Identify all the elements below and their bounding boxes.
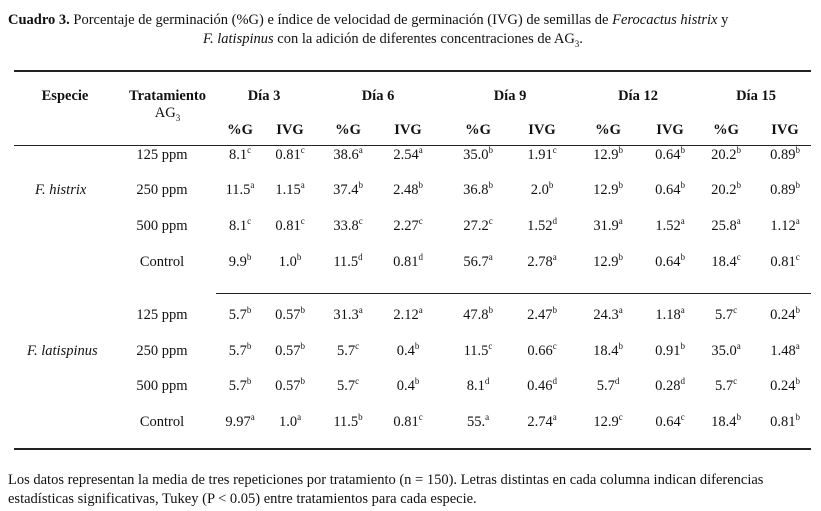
table-cell (318, 343, 378, 360)
table-cell (318, 378, 378, 395)
cell-significance-letter: b (680, 145, 685, 155)
cell-value: 0.81 (393, 254, 419, 270)
table-cell (696, 254, 756, 271)
cell-value: 0.81 (770, 414, 796, 430)
cell-significance-letter: d (614, 376, 620, 386)
cell-significance-letter: a (680, 216, 685, 226)
header-ivg: IVG (276, 122, 304, 138)
cell-significance-letter: c (733, 376, 738, 386)
table-cell (696, 307, 756, 324)
table-cell (378, 182, 438, 199)
cell-value: 1.48 (770, 343, 796, 359)
cell-significance-letter: b (736, 145, 741, 155)
table-cell (318, 182, 378, 199)
cell-value: 0.24 (770, 378, 796, 394)
cell-significance-letter: a (680, 305, 685, 315)
cell-value: 1.0 (278, 254, 297, 270)
species-label: F. latispinus (27, 343, 98, 359)
treatment-label: 250 ppm (136, 182, 188, 198)
table-cell (448, 254, 508, 271)
cell-significance-letter: b (618, 180, 623, 190)
caption-end: . (579, 31, 583, 47)
table-cell (578, 378, 638, 395)
table-cell (378, 218, 438, 235)
cell-value: 9.97 (225, 414, 251, 430)
cell-value: 24.3 (593, 307, 619, 323)
treatment-label: Control (139, 254, 185, 270)
table-cell (696, 378, 756, 395)
cell-value: 2.74 (527, 414, 553, 430)
cell-significance-letter: a (618, 305, 623, 315)
table-cell (260, 218, 320, 235)
caption-text-middle: y (717, 12, 729, 28)
cell-significance-letter: b (488, 305, 493, 315)
cell-significance-letter: c (552, 145, 557, 155)
treatment-label: 500 ppm (136, 218, 188, 234)
cell-significance-letter: b (300, 376, 305, 386)
cell-value: 5.7 (228, 343, 247, 359)
cell-value: 11.5 (463, 343, 489, 359)
cell-significance-letter: d (552, 216, 557, 226)
cell-value: 0.64 (655, 414, 681, 430)
header-treatment-line1: Tratamiento (128, 88, 207, 104)
cell-value: 1.52 (655, 218, 681, 234)
cell-value: 9.9 (228, 254, 247, 270)
table-caption (8, 11, 808, 54)
cell-value: 11.5 (333, 254, 359, 270)
table-cell (512, 147, 572, 164)
cell-value: 12.9 (593, 414, 619, 430)
cell-significance-letter: c (358, 216, 363, 226)
table-cell (260, 307, 320, 324)
table-cell (640, 147, 700, 164)
cell-significance-letter: c (418, 412, 423, 422)
table-header-rule (14, 145, 811, 146)
table-cell (448, 378, 508, 395)
cell-value: 0.66 (527, 343, 553, 359)
cell-significance-letter: a (418, 145, 423, 155)
cell-significance-letter: c (618, 412, 623, 422)
cell-value: 0.57 (275, 343, 301, 359)
cell-significance-letter: c (680, 412, 685, 422)
cell-value: 0.64 (655, 147, 681, 163)
cell-value: 1.12 (770, 218, 796, 234)
cell-significance-letter: a (300, 180, 305, 190)
cell-significance-letter: b (552, 305, 557, 315)
table-cell (512, 218, 572, 235)
table-cell (378, 307, 438, 324)
cell-significance-letter: b (548, 180, 554, 190)
treatment-label: 500 ppm (136, 378, 188, 394)
cell-significance-letter: c (247, 145, 252, 155)
cell-significance-letter: a (358, 145, 363, 155)
header-percent-g: %G (595, 122, 621, 138)
header-species: Especie (41, 88, 89, 104)
table-cell (448, 414, 508, 431)
table-cell (755, 343, 815, 360)
treatment-label: 125 ppm (136, 147, 188, 163)
cell-value: 20.2 (711, 147, 737, 163)
cell-significance-letter: b (680, 341, 685, 351)
table-cell (696, 147, 756, 164)
cell-significance-letter: b (795, 305, 800, 315)
table-cell (448, 307, 508, 324)
cell-value: 0.64 (655, 182, 681, 198)
cell-value: 5.7 (714, 378, 734, 394)
caption-text: Porcentaje de germinación (%G) e índice de velocidad de germinación (IVG) de semillas de (69, 12, 613, 28)
cell-significance-letter: a (736, 341, 741, 351)
table-cell (578, 147, 638, 164)
cell-significance-letter: c (795, 252, 800, 262)
cell-significance-letter: a (485, 412, 490, 422)
table-cell (640, 218, 700, 235)
cell-significance-letter: b (246, 305, 252, 315)
cell-value: 35.0 (711, 343, 737, 359)
cell-significance-letter: a (552, 252, 557, 262)
cell-value: 1.52 (527, 218, 553, 234)
cell-significance-letter: c (300, 145, 305, 155)
cell-value: 11.5 (225, 182, 251, 198)
table-cell (512, 182, 572, 199)
header-day-4: Día 12 (618, 88, 658, 104)
cell-significance-letter: b (795, 180, 800, 190)
cell-value: 12.9 (593, 147, 619, 163)
cell-value: 55. (466, 414, 486, 430)
cell-significance-letter: b (246, 341, 252, 351)
table-cell (378, 254, 438, 271)
table-cell (640, 378, 700, 395)
cell-value: 5.7 (596, 378, 615, 394)
treatment-label: 125 ppm (136, 307, 188, 323)
cell-value: 2.0 (530, 182, 549, 198)
cell-significance-letter: c (355, 341, 360, 351)
header-percent-g: %G (465, 122, 491, 138)
cell-value: 0.57 (275, 307, 301, 323)
cell-significance-letter: b (296, 252, 302, 262)
cell-value: 18.4 (711, 254, 737, 270)
table-cell (578, 254, 638, 271)
cell-significance-letter: b (618, 145, 623, 155)
cell-value: 18.4 (711, 414, 737, 430)
cell-significance-letter: c (418, 216, 423, 226)
cell-significance-letter: d (418, 252, 423, 262)
cell-value: 2.78 (527, 254, 553, 270)
table-cell (448, 218, 508, 235)
cell-significance-letter: d (484, 376, 490, 386)
cell-value: 1.0 (278, 414, 298, 430)
header-ivg: IVG (771, 122, 799, 138)
cell-significance-letter: d (552, 376, 557, 386)
table-cell (260, 378, 320, 395)
table-cell (448, 182, 508, 199)
table-cell (696, 414, 756, 431)
cell-significance-letter: c (488, 216, 493, 226)
cell-value: 0.46 (527, 378, 553, 394)
treatment-label: Control (139, 414, 185, 430)
cell-value: 0.89 (770, 147, 796, 163)
cell-value: 5.7 (228, 307, 247, 323)
cell-value: 1.18 (655, 307, 681, 323)
cell-value: 36.8 (463, 182, 489, 198)
cell-value: 0.57 (275, 378, 301, 394)
cell-significance-letter: b (300, 341, 305, 351)
cell-value: 56.7 (463, 254, 489, 270)
cell-value: 31.9 (593, 218, 619, 234)
cell-value: 0.89 (770, 182, 796, 198)
table-cell (755, 182, 815, 199)
cell-significance-letter: c (733, 305, 738, 315)
header-percent-g: %G (335, 122, 361, 138)
table-cell (378, 378, 438, 395)
table-cell (578, 343, 638, 360)
cell-significance-letter: c (355, 376, 360, 386)
cell-value: 2.48 (393, 182, 419, 198)
table-cell (260, 182, 320, 199)
table-cell (696, 182, 756, 199)
header-treatment (120, 88, 215, 127)
cell-significance-letter: b (618, 252, 623, 262)
cell-significance-letter: a (618, 216, 623, 226)
table-bottom-rule (14, 448, 811, 450)
caption-text-after: con la adición de diferentes concentraciones de AG (273, 31, 575, 47)
table-cell (318, 414, 378, 431)
table-cell (512, 343, 572, 360)
table-cell (640, 343, 700, 360)
header-day-3: Día 9 (493, 88, 527, 104)
table-cell (578, 307, 638, 324)
caption-subscript: 3 (574, 38, 580, 49)
header-percent-g: %G (227, 122, 253, 138)
table-cell (578, 182, 638, 199)
table-cell (378, 414, 438, 431)
cell-significance-letter: b (680, 180, 685, 190)
cell-significance-letter: a (795, 216, 800, 226)
table-cell (378, 343, 438, 360)
cell-value: 35.0 (463, 147, 489, 163)
cell-significance-letter: b (246, 376, 252, 386)
header-ivg: IVG (394, 122, 422, 138)
cell-significance-letter: b (358, 412, 363, 422)
cell-value: 0.64 (655, 254, 681, 270)
cell-value: 12.9 (593, 182, 619, 198)
table-cell (318, 307, 378, 324)
cell-significance-letter: b (618, 341, 623, 351)
cell-value: 0.81 (275, 147, 301, 163)
cell-significance-letter: a (488, 252, 493, 262)
header-day-1: Día 3 (247, 88, 281, 104)
cell-value: 1.15 (275, 182, 301, 198)
cell-significance-letter: b (795, 145, 800, 155)
cell-significance-letter: b (795, 412, 800, 422)
header-ivg: IVG (656, 122, 684, 138)
table-cell (512, 378, 572, 395)
table-cell (755, 218, 815, 235)
caption-label: Cuadro 3. (8, 12, 70, 28)
cell-significance-letter: b (795, 376, 800, 386)
cell-significance-letter: b (680, 252, 685, 262)
table-cell (640, 307, 700, 324)
cell-significance-letter: a (250, 180, 255, 190)
cell-significance-letter: b (418, 180, 423, 190)
table-cell (512, 254, 572, 271)
cell-significance-letter: a (358, 305, 363, 315)
table-cell (448, 343, 508, 360)
cell-value: 0.81 (393, 414, 419, 430)
cell-value: 5.7 (714, 307, 734, 323)
table-cell (755, 147, 815, 164)
treatment-label: 250 ppm (136, 343, 188, 359)
table-cell (696, 218, 756, 235)
cell-value: 5.7 (228, 378, 247, 394)
cell-significance-letter: b (414, 376, 420, 386)
header-day-2: Día 6 (361, 88, 395, 104)
cell-significance-letter: c (247, 216, 252, 226)
cell-significance-letter: c (736, 252, 741, 262)
table-cell (578, 218, 638, 235)
cell-value: 0.91 (655, 343, 681, 359)
table-cell (512, 414, 572, 431)
header-day-5: Día 15 (736, 88, 776, 104)
table-cell (260, 147, 320, 164)
table-cell (640, 414, 700, 431)
cell-significance-letter: c (300, 216, 305, 226)
cell-value: 47.8 (463, 307, 489, 323)
cell-significance-letter: b (414, 341, 420, 351)
cell-value: 8.1 (228, 218, 248, 234)
cell-significance-letter: b (736, 412, 741, 422)
caption-species2: F. latispinus (203, 31, 274, 47)
cell-significance-letter: a (418, 305, 423, 315)
table-cell (640, 182, 700, 199)
cell-value: 0.4 (396, 343, 415, 359)
cell-value: 33.8 (333, 218, 359, 234)
table-cell (260, 414, 320, 431)
table-cell (755, 307, 815, 324)
cell-significance-letter: c (552, 341, 557, 351)
cell-value: 0.4 (396, 378, 415, 394)
cell-value: 2.12 (393, 307, 419, 323)
cell-significance-letter: b (488, 145, 493, 155)
table-cell (755, 378, 815, 395)
table-cell (378, 147, 438, 164)
cell-value: 1.91 (527, 147, 553, 163)
cell-significance-letter: b (736, 180, 741, 190)
cell-value: 8.1 (466, 378, 485, 394)
table-cell (640, 254, 700, 271)
cell-significance-letter: a (552, 412, 557, 422)
table-top-rule (14, 70, 811, 72)
cell-value: 5.7 (336, 378, 356, 394)
cell-value: 37.4 (333, 182, 359, 198)
cell-value: 18.4 (593, 343, 619, 359)
cell-value: 31.3 (333, 307, 359, 323)
cell-value: 0.24 (770, 307, 796, 323)
table-cell (318, 218, 378, 235)
cell-value: 12.9 (593, 254, 619, 270)
cell-significance-letter: a (250, 412, 255, 422)
cell-significance-letter: b (358, 180, 363, 190)
cell-value: 2.47 (527, 307, 553, 323)
cell-value: 8.1 (228, 147, 248, 163)
cell-value: 0.81 (275, 218, 301, 234)
table-cell (578, 414, 638, 431)
table-cell (696, 343, 756, 360)
table-cell (260, 254, 320, 271)
table-cell (512, 307, 572, 324)
cell-value: 38.6 (333, 147, 359, 163)
table-cell (318, 147, 378, 164)
cell-significance-letter: a (297, 412, 302, 422)
group-separator-rule (216, 293, 811, 294)
caption-species1: Ferocactus histrix (612, 12, 718, 28)
cell-value: 25.8 (711, 218, 737, 234)
header-percent-g: %G (713, 122, 739, 138)
table-cell (755, 254, 815, 271)
table-cell (318, 254, 378, 271)
cell-value: 0.28 (655, 378, 681, 394)
cell-significance-letter: c (488, 341, 493, 351)
table-cell (260, 343, 320, 360)
cell-significance-letter: b (488, 180, 493, 190)
cell-significance-letter: a (736, 216, 741, 226)
species-label: F. histrix (35, 182, 87, 198)
header-ivg: IVG (528, 122, 556, 138)
cell-value: 27.2 (463, 218, 489, 234)
cell-significance-letter: b (246, 252, 252, 262)
header-treatment-line2: $AG_3$ (154, 105, 181, 123)
cell-value: 20.2 (711, 182, 737, 198)
cell-value: 0.81 (770, 254, 796, 270)
cell-value: 5.7 (336, 343, 356, 359)
cell-significance-letter: d (680, 376, 685, 386)
cell-value: 2.27 (393, 218, 419, 234)
cell-significance-letter: b (300, 305, 305, 315)
table-footnote: Los datos representan la media de tres repeticiones por tratamiento (n = 150). Letras distintas en cada columna indican diferencias estadísticas significativas, Tukey (P < 0.05) entre tratamientos para cada especie. (8, 472, 764, 507)
cell-significance-letter: a (795, 341, 800, 351)
cell-value: 2.54 (393, 147, 419, 163)
cell-value: 11.5 (333, 414, 359, 430)
table-cell (448, 147, 508, 164)
cell-significance-letter: d (358, 252, 363, 262)
table-cell (755, 414, 815, 431)
